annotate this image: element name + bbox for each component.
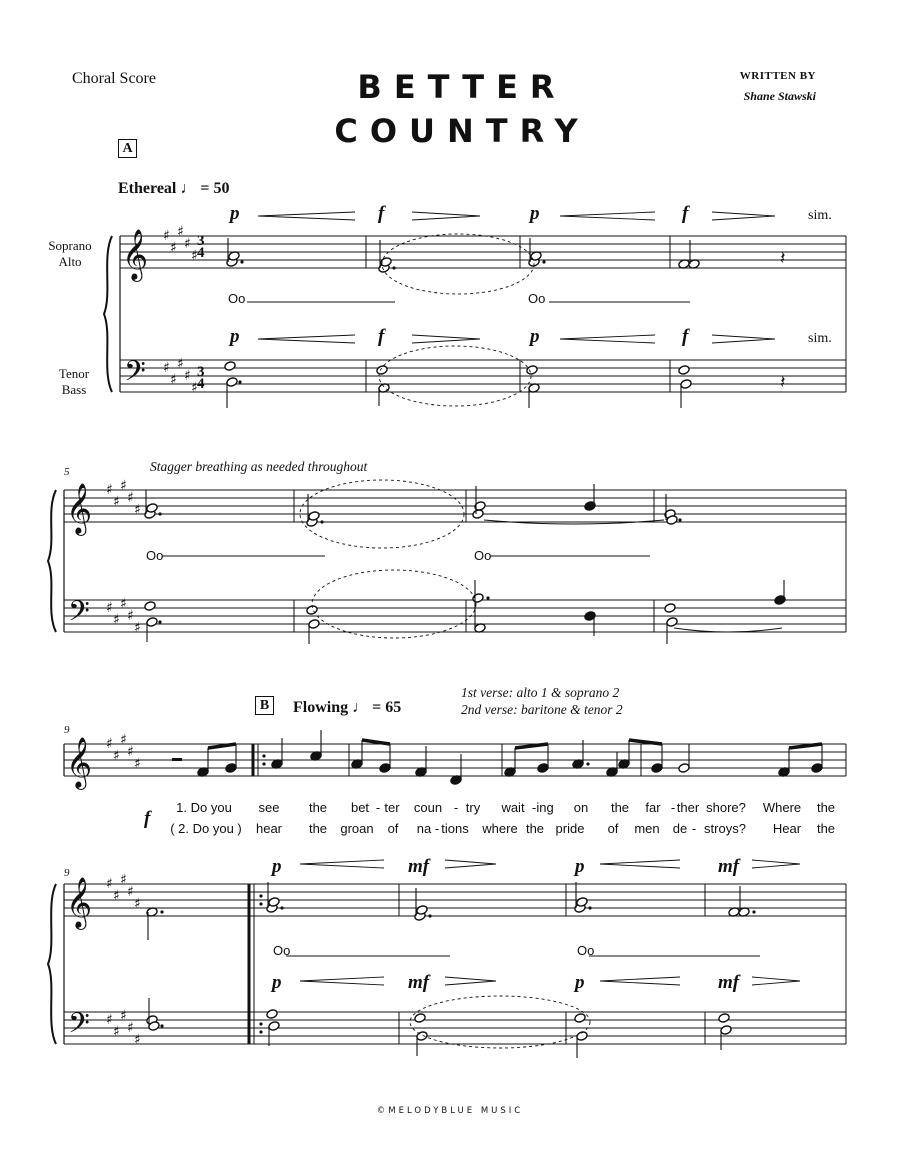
crescendo-hairpin [300,860,384,868]
lyric-syllable: try [465,800,481,815]
dynamic-marking: mf [718,856,740,877]
dot [160,910,163,913]
beam [789,744,822,748]
lyric-syllable: hear [255,821,283,836]
lyric-syllable: stroys? [704,821,746,836]
verse-note-2: 2nd verse: baritone & tenor 2 [461,702,623,717]
tempo-text: Ethereal [118,180,177,197]
lyric-syllable: pride [555,821,585,836]
sharp-icon: ♯ [134,756,141,772]
sharp-icon: ♯ [134,502,141,518]
sharp-icon: ♯ [120,596,127,612]
sharp-icon: ♯ [113,888,120,904]
sharp-icon: ♯ [127,1020,134,1036]
sharp-icon: ♯ [127,608,134,624]
bass-clef-icon: 𝄢 [124,355,146,395]
dot [542,260,545,263]
notehead [268,1021,280,1032]
sharp-icon: ♯ [170,240,177,256]
lyric-syllable: the [308,800,328,815]
sharp-icon: ♯ [191,380,198,396]
dot [259,1030,262,1033]
lyric-syllable: tions [441,821,469,836]
dot [240,260,243,263]
slur-dashed [410,996,590,1048]
sharp-icon: ♯ [134,896,141,912]
song-title-line1: BETTER [357,68,567,106]
dynamic-marking: f [378,203,385,224]
beam [515,744,548,748]
decrescendo-hairpin [752,977,800,985]
beam [362,740,390,744]
notehead [678,763,690,774]
lyric-syllable: Where [762,800,802,815]
instrument-alto: Alto [58,254,82,269]
lyric-syllable: the [308,821,328,836]
notehead [678,365,690,376]
dot [259,1022,262,1025]
dot [160,1024,163,1027]
dot [588,906,591,909]
sharp-icon: ♯ [113,612,120,628]
dot [158,620,161,623]
solo-dynamic: f [144,808,151,829]
score-type-label: Choral Score [72,70,156,87]
lyric-syllable: 1. Do you [176,800,232,815]
notehead [811,763,823,774]
sharp-icon: ♯ [106,482,113,498]
lyric-syllable: the [610,800,630,815]
brace [48,884,56,1044]
sharp-icon: ♯ [127,744,134,760]
dynamic-marking: p [230,203,240,224]
bass-clef-icon: 𝄢 [68,1007,90,1047]
dynamic-marking: mf [408,856,430,877]
measure-number: 9 [64,724,70,736]
decrescendo-hairpin [712,212,775,220]
lyric-syllable: on [573,800,589,815]
dot [238,380,241,383]
notehead [651,763,663,774]
notehead [718,1013,730,1024]
decrescendo-hairpin [752,860,800,868]
sharp-icon: ♯ [113,748,120,764]
tempo-value: = 50 [200,180,230,197]
notehead [308,619,320,630]
dot [586,762,589,765]
lyric-syllable: groan [340,821,374,836]
sharp-icon: ♯ [184,236,191,252]
sharp-icon: ♯ [184,368,191,384]
author-name: Shane Stawski [743,89,816,103]
lyric-syllable: - [375,800,381,815]
notehead [720,1025,732,1036]
song-title-line2: COUNTRY [334,112,590,150]
notehead [472,593,484,604]
vowel-oo: Oo [528,291,546,306]
crescendo-hairpin [258,212,355,220]
dot [752,910,755,913]
sharp-icon: ♯ [177,224,184,240]
lyric-syllable: bet [350,800,370,815]
lyric-syllable: see [258,800,280,815]
dot [678,518,681,521]
lyric-syllable: coun [413,800,443,815]
lyric-syllable: ter [384,800,400,815]
decrescendo-hairpin [445,977,496,985]
dynamic-marking: f [682,326,689,347]
tempo-value: = 65 [372,699,402,716]
sharp-icon: ♯ [120,872,127,888]
notehead [144,601,156,612]
dot [320,520,323,523]
notehead [146,617,158,628]
vowel-oo: Oo [577,943,595,958]
lyric-syllable: - [691,821,697,836]
dynamic-marking: p [530,326,540,347]
time-signature-treble: 3 4 [197,233,205,261]
lyric-syllable: ther [676,800,700,815]
dot [392,266,395,269]
lyric-syllable: far [645,800,661,815]
lyric-syllable: Hear [772,821,802,836]
dynamic-marking: p [530,203,540,224]
lyric-syllable: the [816,800,836,815]
decrescendo-hairpin [412,335,480,343]
sharp-icon: ♯ [106,600,113,616]
sharp-icon: ♯ [127,490,134,506]
dot [428,914,431,917]
sharp-icon: ♯ [120,478,127,494]
dot [259,902,262,905]
decrescendo-hairpin [712,335,775,343]
sharp-icon: ♯ [177,356,184,372]
sim-marking: sim. [808,208,832,223]
performance-instruction: Stagger breathing as needed throughout [150,459,368,474]
sharp-icon: ♯ [191,248,198,264]
crescendo-hairpin [600,860,680,868]
sim-marking: sim. [808,331,832,346]
dynamic-marking: mf [718,972,740,993]
sharp-icon: ♯ [134,1032,141,1048]
tie [674,628,782,632]
lyric-syllable: where [482,821,518,836]
sharp-icon: ♯ [127,884,134,900]
dot [158,512,161,515]
vowel-oo: Oo [146,548,164,563]
sharp-icon: ♯ [113,494,120,510]
dot [262,754,265,757]
crescendo-hairpin [600,977,680,985]
dynamic-marking: p [575,856,585,877]
sharp-icon: ♯ [163,360,170,376]
beam [629,740,662,744]
lyric-syllable: - [453,800,459,815]
sharp-icon: ♯ [163,228,170,244]
sharp-icon: ♯ [120,732,127,748]
lyric-syllable: - [670,800,676,815]
dot [280,906,283,909]
slur-dashed [382,234,534,294]
notehead [266,1009,278,1020]
lyric-syllable: ing [536,800,554,815]
lyric-syllable: men [634,821,660,836]
slur-dashed [312,570,476,638]
vowel-oo: Oo [273,943,291,958]
sharp-icon: ♯ [134,620,141,636]
dynamic-marking: p [272,856,282,877]
sharp-icon: ♯ [170,372,177,388]
beam [208,744,236,748]
quarter-rest-icon: 𝄽 [780,248,786,269]
notehead [574,1013,586,1024]
vowel-oo: Oo [474,548,492,563]
notehead [666,617,678,628]
crescendo-hairpin [300,977,384,985]
notehead [225,763,237,774]
brace [48,490,56,632]
crescendo-hairpin [560,335,655,343]
quarter-note-icon: ♩ [352,699,369,716]
notehead [526,365,538,376]
sharp-icon: ♯ [106,1012,113,1028]
instrument-tenor: Tenor [58,366,90,381]
treble-clef-icon: 𝄞 [66,737,93,788]
dynamic-marking: f [682,203,689,224]
lyric-syllable: wait [501,800,525,815]
vowel-oo: Oo [228,291,246,306]
lyric-syllable: of [607,821,619,836]
sharp-icon: ♯ [106,736,113,752]
notehead [537,763,549,774]
crescendo-hairpin [258,335,355,343]
dynamic-marking: f [378,326,385,347]
notehead [680,379,692,390]
lyric-syllable: the [816,821,836,836]
sharp-icon: ♯ [120,1008,127,1024]
quarter-note-icon: ♩ [180,180,197,197]
dynamic-marking: p [272,972,282,993]
crescendo-hairpin [560,212,655,220]
dot [262,762,265,765]
notehead [414,1013,426,1024]
tempo-text: Flowing [293,699,349,716]
sharp-icon: ♯ [113,1024,120,1040]
dynamic-marking: p [230,326,240,347]
written-by-label: WRITTEN BY [739,70,816,82]
lyric-syllable: shore? [706,800,746,815]
notehead [226,377,238,388]
lyric-syllable: na [416,821,432,836]
lyric-syllable: of [387,821,399,836]
dynamic-marking: p [575,972,585,993]
treble-clef-icon: 𝄞 [122,229,149,280]
dot [486,596,489,599]
notehead [664,603,676,614]
lyric-syllable: de [672,821,688,836]
rehearsal-mark-a: A [118,139,137,158]
instrument-bass: Bass [61,382,87,397]
notehead [224,361,236,372]
measure-number: 5 [64,466,70,478]
time-signature-bass: 3 4 [197,364,205,392]
verse-note-1: 1st verse: alto 1 & soprano 2 [461,685,620,700]
lyric-syllable: - [434,821,440,836]
dynamic-marking: mf [408,972,430,993]
lyric-syllable: - [531,800,537,815]
sharp-icon: ♯ [106,876,113,892]
brace [104,236,112,392]
instrument-soprano: Soprano [48,238,92,253]
decrescendo-hairpin [412,212,480,220]
notehead [376,365,388,376]
dot [259,894,262,897]
bass-clef-icon: 𝄢 [68,595,90,635]
notehead [379,763,391,774]
half-rest-icon [172,758,182,761]
lyric-syllable: ( 2. Do you ) [170,821,242,836]
decrescendo-hairpin [445,860,496,868]
treble-clef-icon: 𝄞 [66,877,93,928]
lyric-syllable: the [525,821,545,836]
treble-clef-icon: 𝄞 [66,483,93,534]
copyright-footer: ©MELODYBLUE MUSIC [376,1106,524,1116]
quarter-rest-icon: 𝄽 [780,372,786,393]
measure-number: 9 [64,867,70,879]
rehearsal-mark-b: B [255,696,274,715]
